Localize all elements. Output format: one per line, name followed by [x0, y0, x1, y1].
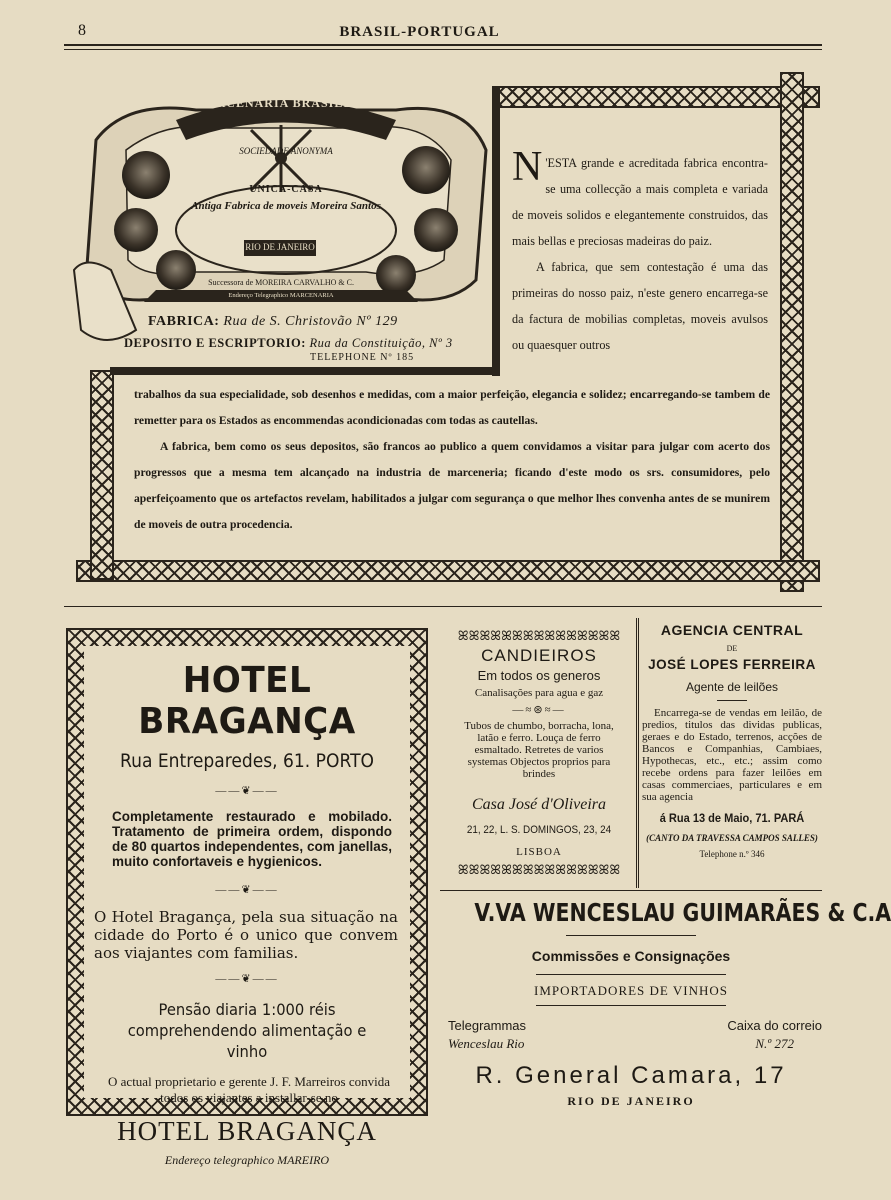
page-number: 8 — [78, 22, 86, 39]
hotel-name-footer: HOTEL BRAGANÇA — [117, 1116, 377, 1146]
drop-cap: N — [512, 144, 543, 190]
agencia-rule — [717, 700, 747, 701]
paragraph-1: 'ESTA grande e acreditada fabrica encontra-se uma collecção a mais completa e variada de moveis solidos e elegantemente construidos, das mais bellas e preciosas madeiras do paiz. — [512, 156, 768, 248]
telegrams-label: Telegrammas — [448, 1018, 527, 1033]
hotel-owner: O actual proprietario e gerente J. F. Marreiros convida todos os viajantes a installar-se no — [108, 1074, 390, 1105]
candieiros-line1: Canalisações para agua e gaz — [474, 687, 604, 699]
deposito-address: Rua da Constituição, Nº 3 — [309, 336, 453, 350]
fabrica-address: Rua de S. Christovão Nº 129 — [223, 314, 398, 329]
logo-city: RIO DE JANEIRO — [245, 242, 315, 252]
wenceslau-commissions: Commissões e Consignações — [531, 948, 731, 964]
wenceslau-street: R. General Camara, 17 — [475, 1062, 787, 1089]
fabrica-line — [148, 314, 398, 330]
wenceslau-rule-1 — [566, 935, 696, 936]
wenceslau-rule-3 — [536, 1005, 726, 1006]
telephone-line: TELEPHONE Nº 185 — [310, 352, 415, 363]
agencia-text: Encarrega-se de vendas em leilão, de predios, titulos das dividas publicas, geraes e do Estado, terrenos, acções de Bancos e Companhias, Cambiaes, Hypothecas, etc., etc.; assim como recebe ordens para fazer leilões em casas commerciaes, particulares e em sua agencia — [642, 707, 822, 803]
marcenaria-intro — [512, 144, 768, 358]
candieiros-city: LISBOA — [516, 846, 562, 858]
paragraph-3: A fabrica, bem como os seus depositos, são francos ao publico a quem convidamos a visitar para julgar com acerto dos progressos que a mesma tem alcançado na industria de marceneria; ficando d'este modo os srs. consumidores, pelo aperfeiçoamento que os artefactos revelam, habilitados a julgar com segurança o que melhor lhes convenha antes de se munirem de moveis de outra procedencia. — [134, 440, 770, 531]
agencia-name: JOSÉ LOPES FERREIRA — [648, 657, 816, 672]
fabrica-label: FABRICA: — [148, 314, 220, 329]
hotel-ornament-1: ——❦—— — [215, 785, 279, 797]
agencia-de: DE — [726, 644, 738, 653]
telegrams-value: Wenceslau Rio — [448, 1036, 525, 1051]
candieiros-subtitle: Em todos os generos — [477, 668, 601, 683]
hotel-address: Rua Entreparedes, 61. PORTO — [120, 750, 374, 772]
deposito-label: DEPOSITO E ESCRIPTORIO: — [124, 336, 306, 350]
border-bottom — [76, 560, 820, 582]
wenceslau-name: V.VA WENCESLAU GUIMARÃES & C.A — [474, 898, 891, 927]
border-top-right — [498, 86, 820, 108]
agencia-corner: (CANTO DA TRAVESSA CAMPOS SALLES) — [646, 833, 818, 843]
candieiros-title: CANDIEIROS — [481, 646, 597, 665]
hotel-ornament-2: ——❦—— — [215, 884, 279, 896]
wenceslau-ad — [440, 898, 891, 1109]
logo-unica: UNICA-CASA — [249, 184, 323, 195]
hotel-description: Completamente restaurado e mobilado. Tratamento de primeira ordem, dispondo de 80 quartos independentes, com janellas, muito confortaveis e hygienicos. — [112, 809, 392, 869]
candieiros-ad — [446, 628, 632, 890]
section-rule — [64, 606, 822, 607]
hotel-telegraph: Endereço telegraphico MAREIRO — [164, 1153, 330, 1167]
paragraph-2-start: A fabrica, que sem contestação é uma das primeiras do nosso paiz, n'este genero encarrega-se da factura de mobilias completas, moveis avulsos ou quaesquer outros — [512, 260, 768, 352]
logo-successors: Successora de MOREIRA CARVALHO & C. — [208, 278, 354, 287]
agencia-role: Agente de leilões — [685, 680, 779, 694]
agencia-telephone: Telephone n.º 346 — [699, 849, 765, 859]
logo-arc-text: MARCENARIA BRASILEIRA — [194, 96, 378, 110]
candieiros-casa: Casa José d'Oliveira — [471, 796, 607, 813]
wenceslau-top-rule — [440, 890, 822, 891]
hotel-situation: O Hotel Bragança, pela sua situação na cidade do Porto é o unico que convem aos viajantes com familias. — [94, 908, 398, 962]
header-rule — [64, 44, 822, 50]
paragraph-2-cont: trabalhos da sua especialidade, sob desenhos e medidas, com a maior perfeição, elegancia e solidez; encarregando-se tambem de remetter para os Estados as encommendas acondicionadas com todas as cautellas. — [134, 388, 770, 427]
mailbox-label: Caixa do correio — [727, 1018, 822, 1033]
hotel-name: HOTEL BRAGANÇA — [138, 660, 356, 742]
column-divider — [636, 618, 639, 888]
candieiros-ornament: —≈⊛≈— — [512, 704, 566, 716]
candieiros-items: Tubos de chumbo, borracha, lona, latão e ferro. Louça de ferro esmaltado. Retretes de varios systemas Objectos proprios para brindes — [464, 720, 614, 780]
candieiros-address: 21, 22, L. S. DOMINGOS, 23, 24 — [466, 824, 612, 836]
candieiros-border-bottom: ꕤꕤꕤꕤꕤꕤꕤꕤꕤꕤꕤꕤꕤꕤꕤ — [457, 862, 621, 877]
mailbox-value: N.º 272 — [755, 1036, 795, 1051]
deposito-line — [124, 336, 453, 351]
logo-society: SOCIEDADE ANONYMA — [239, 146, 333, 156]
agencia-address: á Rua 13 de Maio, 71. PARÁ — [659, 811, 805, 825]
marcenaria-body — [134, 382, 770, 538]
wenceslau-contacts — [448, 1018, 822, 1052]
wenceslau-city: RIO DE JANEIRO — [567, 1094, 695, 1108]
wenceslau-rule-2 — [536, 974, 726, 975]
agencia-title: AGENCIA CENTRAL — [660, 622, 804, 638]
wenceslau-importers: IMPORTADORES DE VINHOS — [533, 983, 728, 998]
logo-telegraph: Endereço Telegraphico MARCENARIA — [228, 292, 334, 299]
magazine-title: BRASIL-PORTUGAL — [339, 24, 500, 40]
agencia-ad — [642, 622, 822, 859]
logo-main-text: Antiga Fabrica de moveis Moreira Santos — [191, 200, 381, 212]
hotel-ad — [84, 646, 410, 1167]
border-right — [780, 72, 804, 592]
border-left-lower — [90, 370, 114, 580]
hotel-ornament-3: ——❦—— — [215, 973, 279, 985]
hotel-pension: Pensão diaria 1:000 réis comprehendendo alimentação e vinho — [127, 1000, 367, 1061]
candieiros-border-top: ꕤꕤꕤꕤꕤꕤꕤꕤꕤꕤꕤꕤꕤꕤꕤ — [457, 628, 621, 643]
